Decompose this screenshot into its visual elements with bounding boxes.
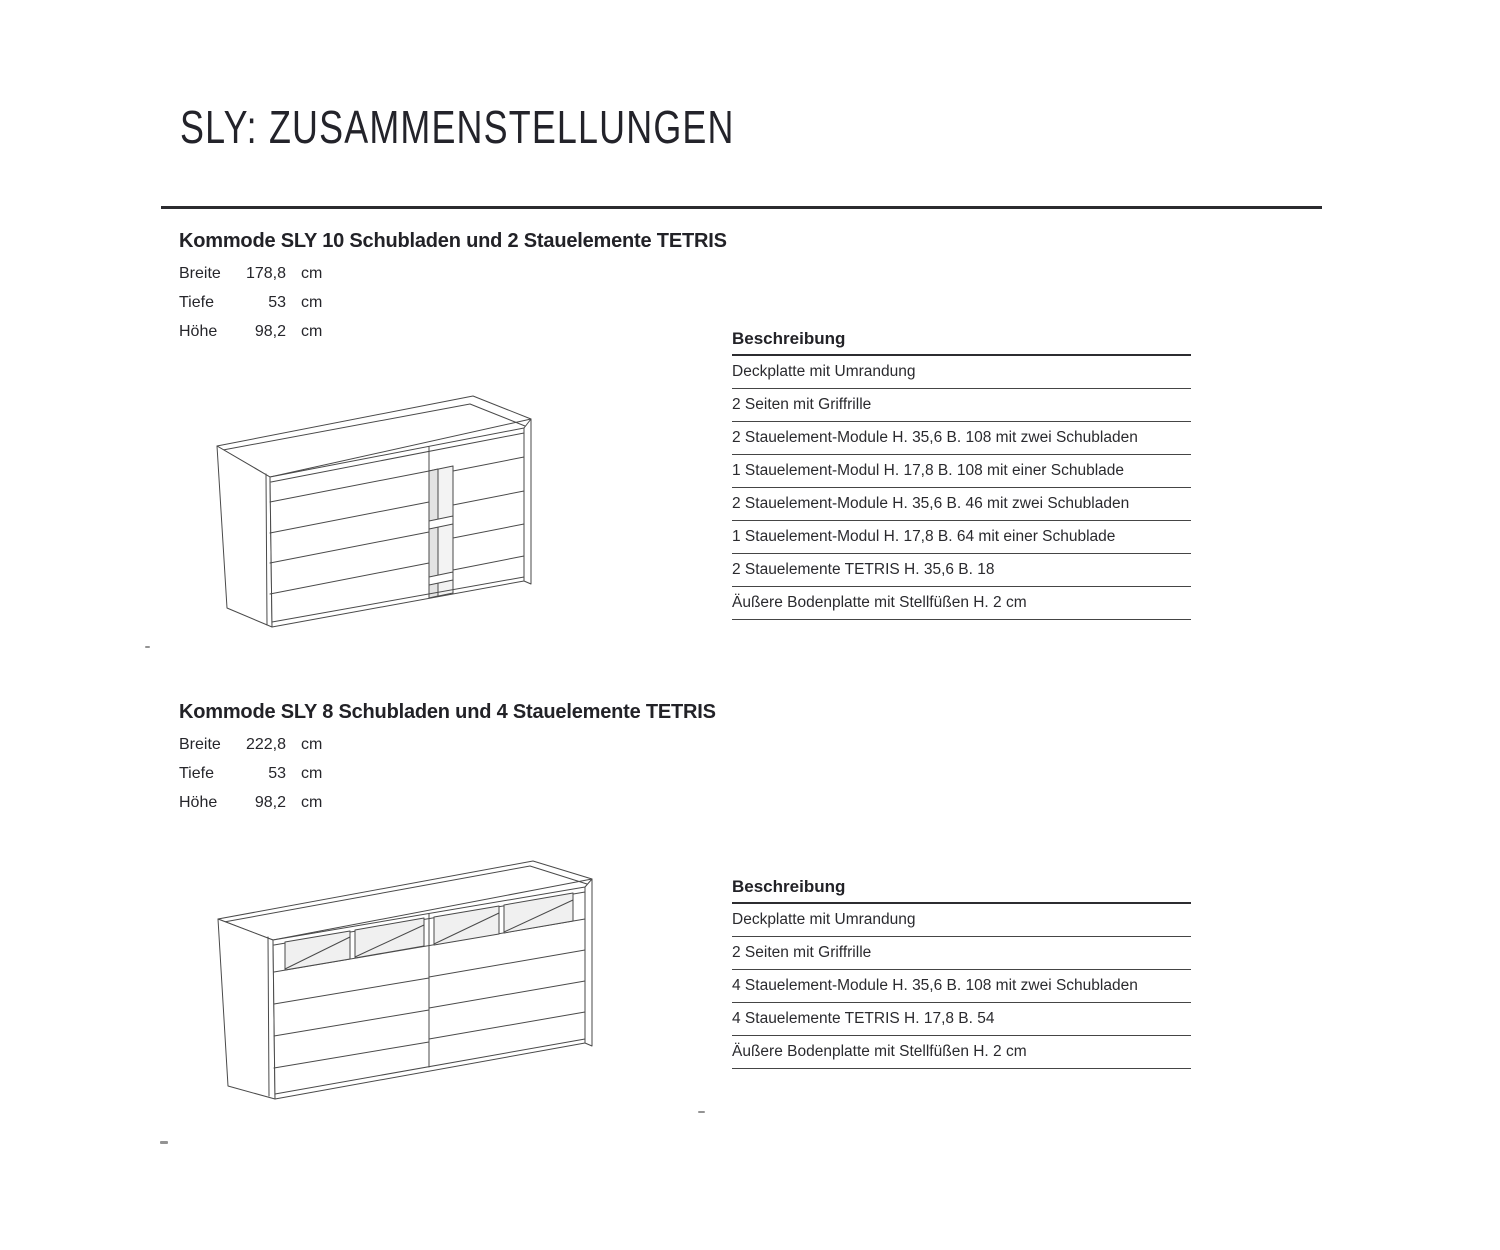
description-row: 2 Stauelement-Module H. 35,6 B. 108 mit zwei Schubladen — [732, 422, 1191, 455]
dimension-value: 53 — [268, 765, 286, 782]
dimension-unit: cm — [301, 294, 323, 311]
dimension-unit: cm — [301, 323, 323, 340]
page-mark — [145, 646, 150, 648]
section-2-description-table — [732, 877, 1191, 1069]
dimension-row — [179, 736, 419, 765]
dimension-unit: cm — [301, 765, 323, 782]
dimension-unit: cm — [301, 794, 323, 811]
dimension-row — [179, 765, 419, 794]
product-drawing-kommode-sly-8 — [210, 850, 605, 1110]
page-mark — [698, 1111, 705, 1113]
dimension-row — [179, 794, 419, 823]
dimension-value: 222,8 — [245, 736, 286, 753]
description-row: 1 Stauelement-Modul H. 17,8 B. 64 mit einer Schublade — [732, 521, 1191, 554]
page-mark — [160, 1141, 168, 1144]
title-divider — [161, 206, 1322, 209]
description-header: Beschreibung — [732, 329, 1191, 356]
dimension-label: Tiefe — [179, 765, 214, 782]
dimension-value: 178,8 — [245, 265, 286, 282]
dimension-value: 98,2 — [254, 323, 286, 340]
section-2-dimensions-table — [179, 736, 419, 823]
description-row: 4 Stauelemente TETRIS H. 17,8 B. 54 — [732, 1003, 1191, 1036]
description-row: 2 Seiten mit Griffrille — [732, 937, 1191, 970]
dimension-label: Tiefe — [179, 294, 214, 311]
product-drawing-kommode-sly-10 — [210, 390, 550, 640]
description-header: Beschreibung — [732, 877, 1191, 904]
section-1-description-table — [732, 329, 1191, 620]
description-row: Deckplatte mit Umrandung — [732, 904, 1191, 937]
description-row: 4 Stauelement-Module H. 35,6 B. 108 mit zwei Schubladen — [732, 970, 1191, 1003]
description-row: 1 Stauelement-Modul H. 17,8 B. 108 mit einer Schublade — [732, 455, 1191, 488]
dimension-row — [179, 265, 419, 294]
page-title — [180, 101, 891, 153]
description-row: Äußere Bodenplatte mit Stellfüßen H. 2 cm — [732, 587, 1191, 620]
dimension-label: Höhe — [179, 794, 218, 811]
dimension-row — [179, 323, 419, 352]
description-row: 2 Stauelemente TETRIS H. 35,6 B. 18 — [732, 554, 1191, 587]
dimension-row — [179, 294, 419, 323]
description-row: 2 Stauelement-Module H. 35,6 B. 46 mit zwei Schubladen — [732, 488, 1191, 521]
description-row: 2 Seiten mit Griffrille — [732, 389, 1191, 422]
dimension-unit: cm — [301, 736, 323, 753]
section-2-heading: Kommode SLY 8 Schubladen und 4 Stauelemente TETRIS — [179, 701, 716, 723]
page-title-text: SLY: ZUSAMMENSTELLUNGEN — [180, 101, 735, 153]
dimension-unit: cm — [301, 265, 323, 282]
section-1-dimensions-table — [179, 265, 419, 352]
description-row: Äußere Bodenplatte mit Stellfüßen H. 2 cm — [732, 1036, 1191, 1069]
dimension-label: Höhe — [179, 323, 218, 340]
dimension-label: Breite — [179, 265, 221, 282]
description-row: Deckplatte mit Umrandung — [732, 356, 1191, 389]
dimension-value: 98,2 — [254, 794, 286, 811]
dimension-label: Breite — [179, 736, 221, 753]
section-1-heading: Kommode SLY 10 Schubladen und 2 Stauelemente TETRIS — [179, 230, 727, 252]
dimension-value: 53 — [268, 294, 286, 311]
